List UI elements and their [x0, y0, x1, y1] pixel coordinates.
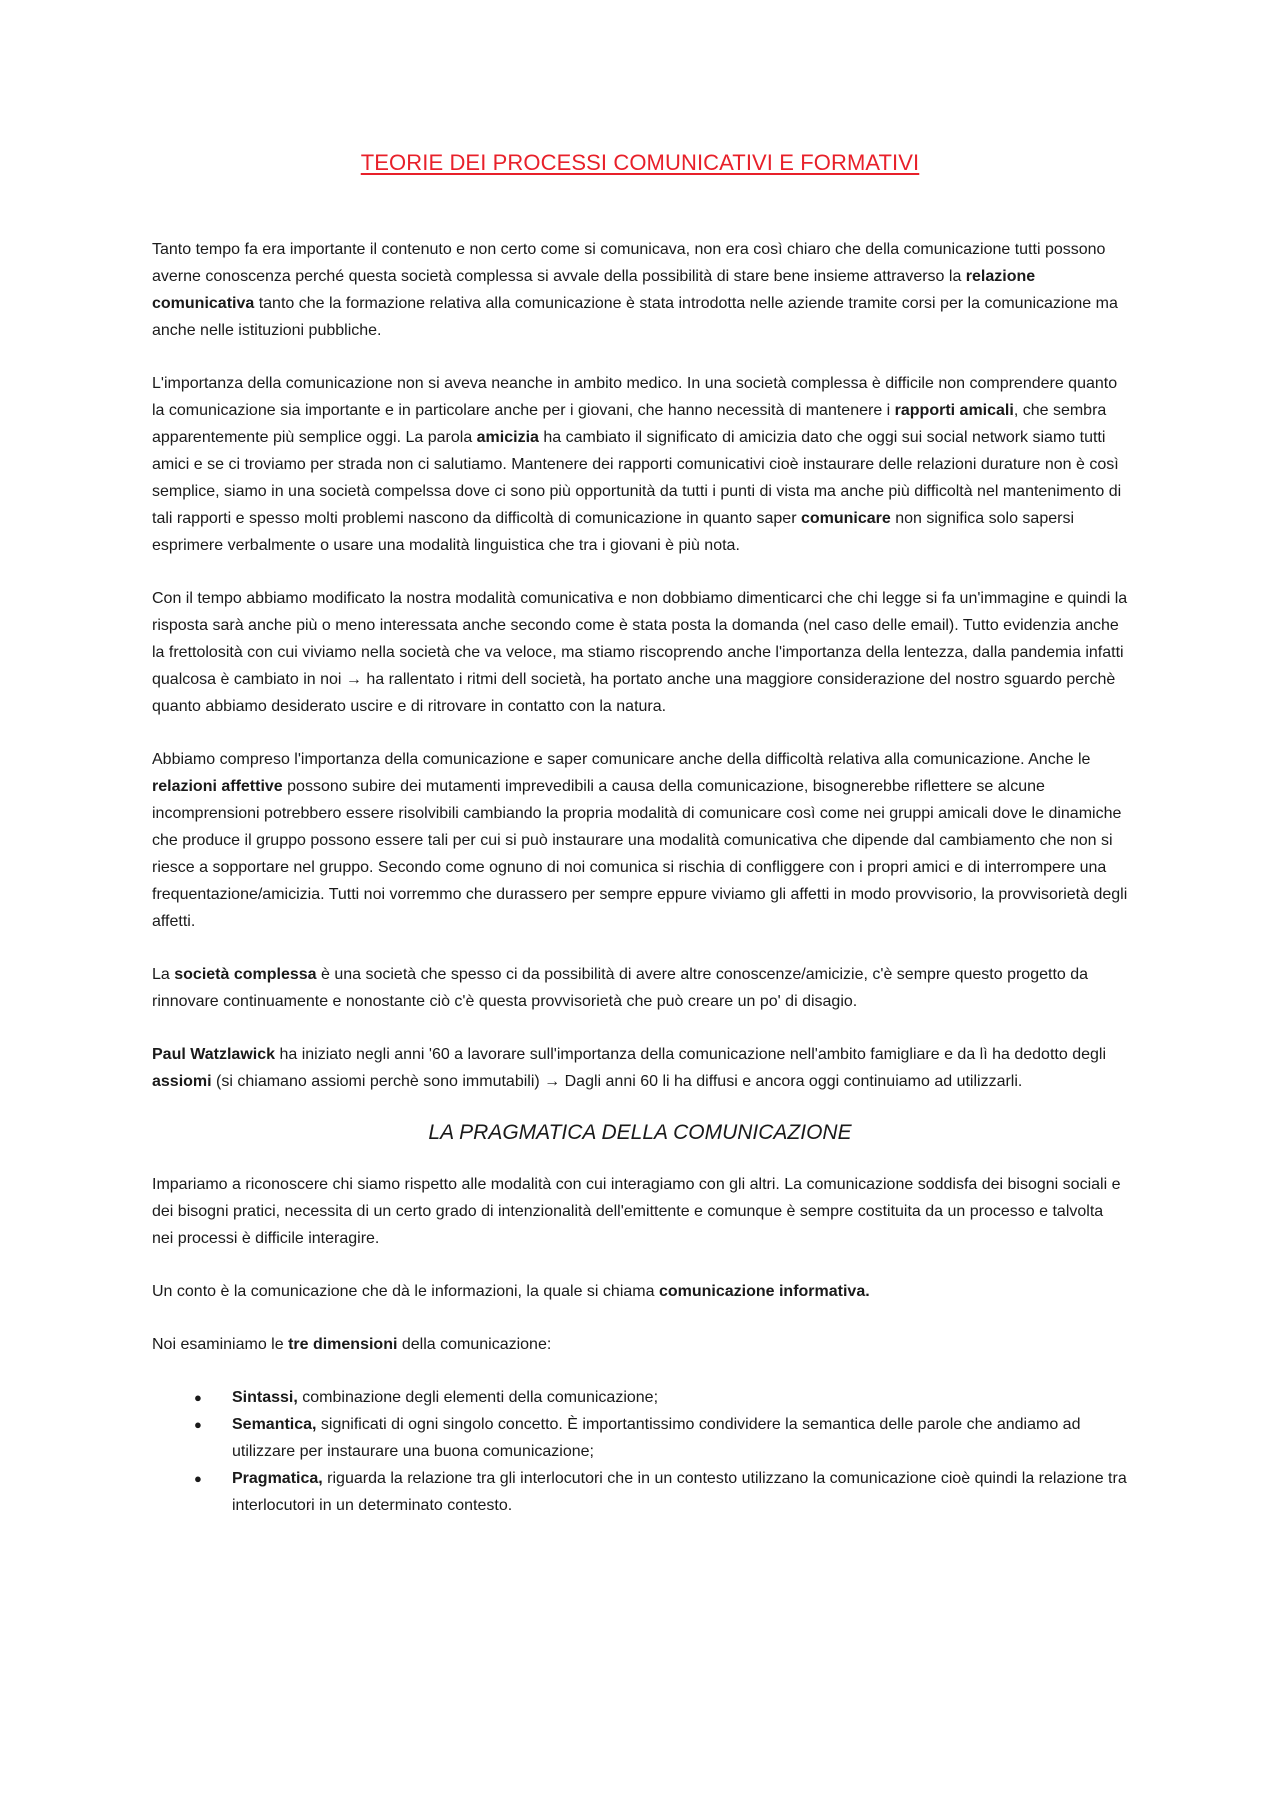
list-item	[152, 1411, 1128, 1465]
bold-term: Sintassi,	[232, 1389, 298, 1406]
paragraph-5	[152, 961, 1128, 1015]
text: (si chiamano assiomi perchè sono immutabili) → Dagli anni 60 li ha diffusi e ancora oggi continuiamo ad utilizzarli.	[211, 1073, 1023, 1090]
text: ha iniziato negli anni '60 a lavorare sull'importanza della comunicazione nell'ambito famigliare e da lì ha dedotto degli	[275, 1046, 1106, 1063]
bold-term: comunicare	[800, 510, 891, 527]
document-title: TEORIE DEI PROCESSI COMUNICATIVI E FORMATIVI	[360, 150, 920, 175]
bold-term: Semantica,	[232, 1416, 317, 1433]
bold-term: società complessa	[174, 966, 317, 983]
bold-term: relazioni affettive	[152, 778, 283, 795]
text: della comunicazione:	[397, 1336, 552, 1353]
text: La	[152, 966, 175, 983]
text: combinazione degli elementi della comunicazione;	[297, 1389, 659, 1406]
text: significati di ogni singolo concetto. È importantissimo condividere la semantica delle parole che andiamo ad utilizzare per instaurare una buona comunicazione;	[232, 1416, 1081, 1460]
paragraph-3	[152, 585, 1128, 720]
paragraph-6	[152, 1041, 1128, 1095]
text: Un conto è la comunicazione che dà le informazioni, la quale si chiama	[152, 1283, 659, 1300]
list-item	[152, 1465, 1128, 1519]
bullet-icon: ●	[194, 1471, 202, 1486]
text: L'importanza della comunicazione non si aveva neanche in ambito medico. In una società complessa è difficile non comprendere quanto la comunicazione sia importante e in particolare anche per i giovani, che hanno necessità di mantenere i	[152, 375, 1118, 419]
document-page	[152, 150, 1128, 1519]
text: Tanto tempo fa era importante il contenuto e non certo come si comunicava, non era così chiaro che della comunicazione tutti possono averne conoscenza perché questa società complessa si avvale della possibilità di stare bene insieme attraverso la	[152, 241, 1106, 285]
text: possono subire dei mutamenti imprevedibili a causa della comunicazione, bisognerebbe riflettere se alcune incomprensioni potrebbero essere risolvibili cambiando la propria modalità di comunicare così come nei gruppi amicali dove le dinamiche che produce il gruppo possono essere tali per cui si può instaurare una modalità comunicativa che dipende dal cambiamento che non si riesce a sopportare nel gruppo. Secondo come ognuno di noi comunica si rischia di confliggere con i propri amici e di interrompere una frequentazione/amicizia. Tutti noi vorremmo che durassero per sempre eppure viviamo gli affetti in modo provvisorio, la provvisorietà degli affetti.	[152, 778, 1128, 930]
bullet-icon: ●	[194, 1417, 202, 1432]
text: Abbiamo compreso l'importanza della comunicazione e saper comunicare anche della difficoltà relativa alla comunicazione. Anche le	[152, 751, 1091, 768]
bold-term: Paul Watzlawick	[152, 1046, 275, 1063]
text: ha cambiato il significato di amicizia dato che oggi sui social network siamo tutti amici e se ci troviamo per strada non ci salutiamo. Mantenere dei rapporti comunicativi cioè instaurare delle relazioni durature non è così semplice, siamo in una società compelssa dove ci sono più opportunità da tutti i punti di vista ma anche più difficoltà nel mantenimento di tali rapporti e spesso molti problemi nascono da difficoltà di comunicazione in quanto saper	[152, 429, 1122, 527]
text: Impariamo a riconoscere chi siamo rispetto alle modalità con cui interagiamo con gli altri. La comunicazione soddisfa dei bisogni sociali e dei bisogni pratici, necessita di un certo grado di intenzionalità dell'emittente e comunque è sempre costituita da un processo e talvolta nei processi è difficile interagire.	[152, 1176, 1121, 1247]
paragraph-8	[152, 1278, 1128, 1305]
bold-term: assiomi	[152, 1073, 212, 1090]
paragraph-9	[152, 1331, 1128, 1358]
bold-term: relazione comunicativa	[152, 268, 1036, 312]
paragraph-1	[152, 236, 1128, 344]
text: , che sembra apparentemente più semplice oggi. La parola	[152, 402, 1107, 446]
dimensions-list	[152, 1384, 1128, 1519]
bold-term: Pragmatica,	[232, 1470, 323, 1487]
text: non significa solo sapersi esprimere verbalmente o usare una modalità linguistica che tra i giovani è più nota.	[152, 510, 1074, 554]
text: Con il tempo abbiamo modificato la nostra modalità comunicativa e non dobbiamo dimenticarci che chi legge si fa un'immagine e quindi la risposta sarà anche più o meno interessata anche secondo come è stata posta la domanda (nel caso delle email). Tutto evidenzia anche la frettolosità con cui viviamo nella società che va veloce, ma stiamo riscoprendo anche l'importanza della lentezza, dalla pandemia infatti qualcosa è cambiato in noi → ha rallentato i ritmi dell società, ha portato anche una maggiore considerazione del nostro sguardo perchè quanto abbiamo desiderato uscire e di ritrovare in contatto con la natura.	[152, 590, 1128, 715]
text: è una società che spesso ci da possibilità di avere altre conoscenze/amicizie, c'è sempre questo progetto da rinnovare continuamente e nonostante ciò c'è questa provvisorietà che può creare un po' di disagio.	[152, 966, 1089, 1010]
bold-term: rapporti amicali	[894, 402, 1014, 419]
bold-term: amicizia	[476, 429, 539, 446]
bold-term: tre dimensioni	[288, 1336, 398, 1353]
bullet-icon: ●	[194, 1390, 202, 1405]
paragraph-2	[152, 370, 1128, 559]
paragraph-7	[152, 1171, 1128, 1252]
section-title: LA PRAGMATICA DELLA COMUNICAZIONE	[428, 1121, 852, 1144]
text: tanto che la formazione relativa alla comunicazione è stata introdotta nelle aziende tramite corsi per la comunicazione ma anche nelle istituzioni pubbliche.	[152, 295, 1118, 339]
text: riguarda la relazione tra gli interlocutori che in un contesto utilizzano la comunicazione cioè quindi la relazione tra interlocutori in un determinato contesto.	[232, 1470, 1127, 1514]
bold-term: comunicazione informativa.	[658, 1283, 870, 1300]
paragraph-4	[152, 746, 1128, 935]
list-item	[152, 1384, 1128, 1411]
text: Noi esaminiamo le	[152, 1336, 289, 1353]
